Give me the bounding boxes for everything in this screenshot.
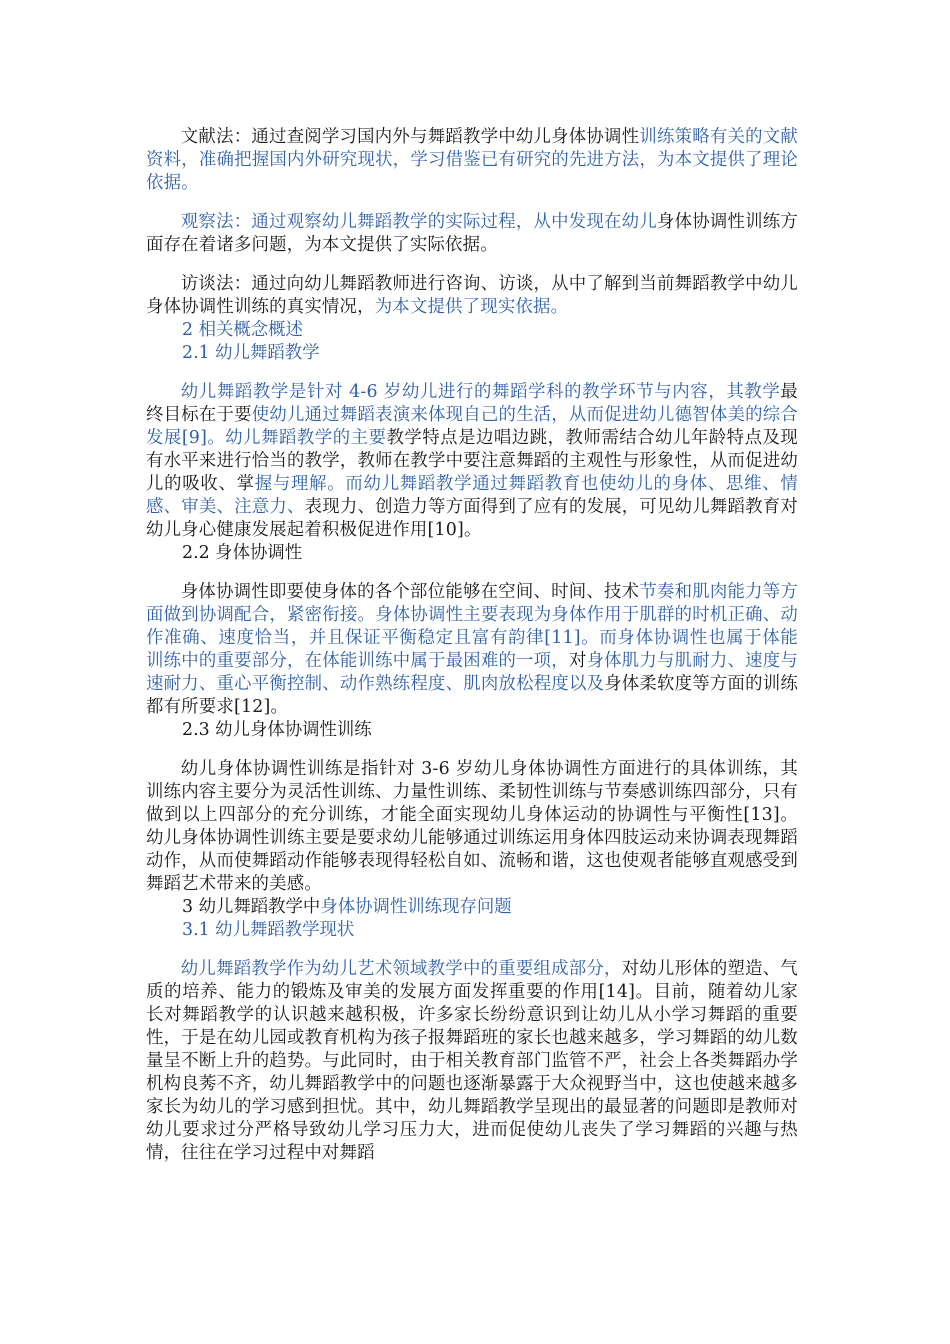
section-heading-3-1: 3.1 幼儿舞蹈教学现状: [182, 920, 355, 940]
paragraph-observation-method: 观察法：通过观察幼儿舞蹈教学的实际过程，从中发现在幼儿身体协调性训练方面存在着诸多问题，为本文提供了实际依据。: [146, 212, 798, 255]
section-heading-2-3: 2.3 幼儿身体协调性训练: [182, 720, 372, 740]
paragraph-literature-method: 文献法：通过查阅学习国内外与舞蹈教学中幼儿身体协调性训练策略有关的文献资料，准确把握国内外研究现状，学习借鉴已有研究的先进方法，为本文提供了理论依据。: [146, 127, 799, 193]
section-heading-2-2: 2.2 身体协调性: [182, 543, 303, 563]
document-page: [146, 126, 798, 1165]
paragraph-section-2-2: 身体协调性即要使身体的各个部位能够在空间、时间、技术节奏和肌肉能力等方面做到协调配合，紧密衔接。身体协调性主要表现为身体作用于肌群的时机正确、动作准确、速度恰当，并且保证平衡稳定且富有韵律[11]。而身体协调性也属于体能训练中的重要部分，在体能训练中属于最困难的一项，对身体肌力与肌耐力、速度与速耐力、重心平衡控制、动作熟练程度、肌肉放松程度以及身体柔软度等方面的训练都有所要求[12]。: [146, 582, 799, 717]
section-heading-2: 2 相关概念概述: [182, 320, 303, 340]
paragraph-section-2-3: 幼儿身体协调性训练是指针对 3-6 岁幼儿身体协调性方面进行的具体训练，其训练内容主要分为灵活性训练、力量性训练、柔韧性训练与节奏感训练四部分，只有做到以上四部分的充分训练，才能全面实现幼儿身体运动的协调性与平衡性[13]。幼儿身体协调性训练主要是要求幼儿能够通过训练运用身体四肢运动来协调表现舞蹈动作，从而使舞蹈动作能够表现得轻松自如、流畅和谐，这也使观者能够直观感受到舞蹈艺术带来的美感。: [146, 759, 798, 894]
paragraph-section-3-1: 幼儿舞蹈教学作为幼儿艺术领域教学中的重要组成部分，对幼儿形体的塑造、气质的培养、能力的锻炼及审美的发展方面发挥重要的作用[14]。目前，随着幼儿家长对舞蹈教学的认识越来越积极，许多家长纷纷意识到让幼儿从小学习舞蹈的重要性，于是在幼儿园或教育机构为孩子报舞蹈班的家长也越来越多，学习舞蹈的幼儿数量呈不断上升的趋势。与此同时，由于相关教育部门监管不严，社会上各类舞蹈办学机构良莠不齐，幼儿舞蹈教学中的问题也逐渐暴露于大众视野当中，这也使越来越多家长为幼儿的学习感到担忧。其中，幼儿舞蹈教学呈现出的最显著的问题即是教师对幼儿要求过分严格导致幼儿学习压力大，进而促使幼儿丧失了学习舞蹈的兴趣与热情，往往在学习过程中对舞蹈: [146, 959, 798, 1163]
section-heading-3: 3 幼儿舞蹈教学中身体协调性训练现存问题: [182, 897, 512, 917]
paragraph-interview-method: 访谈法：通过向幼儿舞蹈教师进行咨询、访谈，从中了解到当前舞蹈教学中幼儿身体协调性训练的真实情况，为本文提供了现实依据。: [146, 274, 798, 317]
section-heading-2-1: 2.1 幼儿舞蹈教学: [182, 343, 320, 363]
paragraph-section-2-1: 幼儿舞蹈教学是针对 4-6 岁幼儿进行的舞蹈学科的教学环节与内容，其教学最终目标在于要使幼儿通过舞蹈表演来体现自己的生活，从而促进幼儿德智体美的综合发展[9]。幼儿舞蹈教学的主要教学特点是边唱边跳，教师需结合幼儿年龄特点及现有水平来进行恰当的教学，教师在教学中要注意舞蹈的主观性与形象性，从而促进幼儿的吸收、掌握与理解。而幼儿舞蹈教学通过舞蹈教育也使幼儿的身体、思维、情感、审美、注意力、表现力、创造力等方面得到了应有的发展，可见幼儿舞蹈教育对幼儿身心健康发展起着积极促进作用[10]。: [146, 382, 798, 540]
